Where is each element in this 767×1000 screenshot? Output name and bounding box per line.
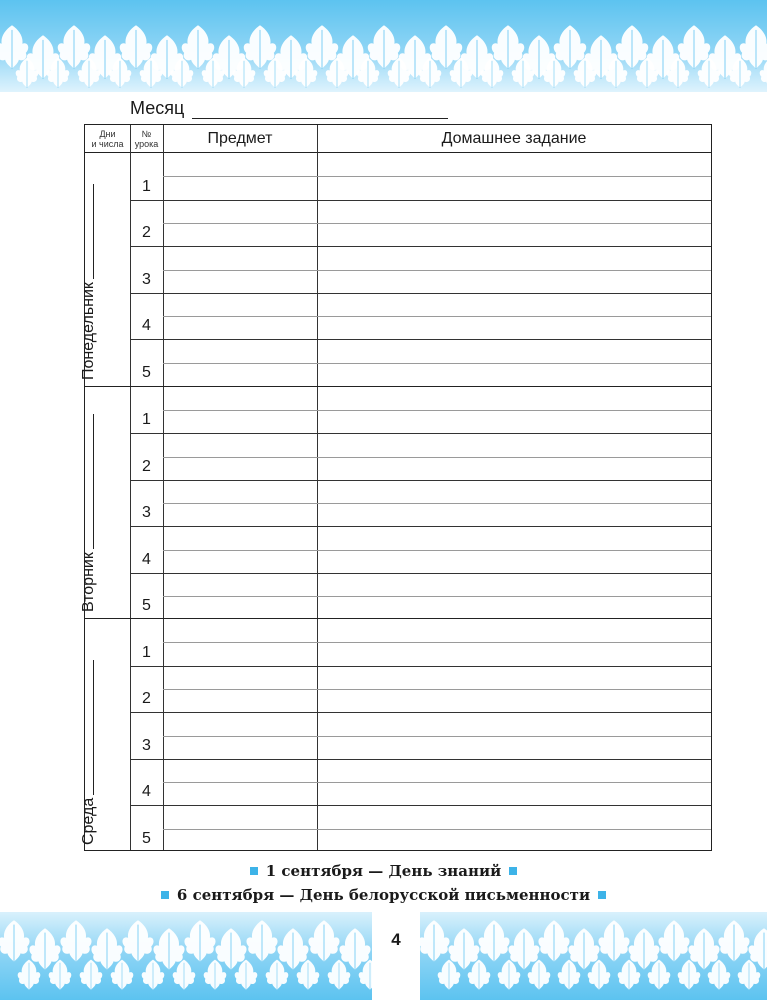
writing-line[interactable] bbox=[163, 550, 711, 551]
lesson-row bbox=[130, 619, 711, 666]
lesson-row bbox=[130, 339, 711, 386]
writing-line[interactable] bbox=[163, 457, 711, 458]
lesson-number: 1 bbox=[142, 177, 151, 195]
writing-line[interactable] bbox=[163, 316, 711, 317]
writing-line[interactable] bbox=[163, 736, 711, 737]
lesson-number: 1 bbox=[142, 643, 151, 661]
header-days-line2: и числа bbox=[91, 139, 124, 149]
bottom-left-leaf-border bbox=[0, 912, 372, 1000]
lesson-number: 3 bbox=[142, 736, 151, 754]
square-bullet-icon bbox=[161, 891, 169, 899]
day-label bbox=[80, 153, 130, 386]
leaf-pattern-icon bbox=[0, 0, 767, 92]
leaf-pattern-icon bbox=[420, 912, 767, 1000]
date-input-line[interactable] bbox=[84, 414, 94, 549]
day-label bbox=[80, 387, 130, 619]
day-block bbox=[80, 386, 711, 619]
lesson-number: 5 bbox=[142, 829, 151, 847]
lesson-row bbox=[130, 293, 711, 340]
writing-line[interactable] bbox=[163, 270, 711, 271]
lesson-row bbox=[130, 805, 711, 852]
lesson-number: 5 bbox=[142, 597, 151, 614]
writing-line[interactable] bbox=[163, 689, 711, 690]
lesson-number: 2 bbox=[142, 457, 151, 475]
lesson-number: 1 bbox=[142, 411, 151, 428]
writing-line[interactable] bbox=[163, 829, 711, 830]
writing-line[interactable] bbox=[163, 596, 711, 597]
day-name: Понедельник bbox=[80, 281, 97, 380]
lesson-row bbox=[130, 480, 711, 527]
day-name: Вторник bbox=[80, 552, 97, 612]
writing-line[interactable] bbox=[163, 223, 711, 224]
day-name: Среда bbox=[80, 797, 97, 845]
writing-line[interactable] bbox=[163, 363, 711, 364]
month-field bbox=[130, 98, 448, 119]
lesson-row bbox=[130, 387, 711, 434]
date-input-line[interactable] bbox=[84, 184, 94, 279]
day-label bbox=[80, 619, 130, 851]
page-number: 4 bbox=[391, 930, 401, 949]
lesson-row bbox=[130, 759, 711, 806]
writing-line[interactable] bbox=[163, 503, 711, 504]
holiday-text: 6 сентября — День белорусской письменности bbox=[176, 886, 591, 904]
lesson-row bbox=[130, 433, 711, 480]
lesson-number: 4 bbox=[142, 783, 151, 800]
header-lesson-number bbox=[130, 125, 163, 153]
writing-line[interactable] bbox=[163, 176, 711, 177]
lesson-number: 3 bbox=[142, 504, 151, 521]
header-homework: Домашнее задание bbox=[441, 130, 587, 147]
lesson-row bbox=[130, 200, 711, 247]
month-label: Месяц bbox=[130, 98, 185, 118]
lesson-row bbox=[130, 246, 711, 293]
writing-line[interactable] bbox=[163, 782, 711, 783]
lesson-row bbox=[130, 526, 711, 573]
writing-line[interactable] bbox=[163, 642, 711, 643]
holiday-text: 1 сентября — День знаний bbox=[265, 862, 502, 880]
header-days-line1: Дни bbox=[99, 129, 116, 139]
lesson-number: 2 bbox=[142, 224, 151, 241]
lesson-number: 3 bbox=[142, 270, 151, 288]
diary-table bbox=[80, 124, 712, 851]
day-block bbox=[80, 153, 711, 386]
header-subject: Предмет bbox=[207, 130, 273, 147]
month-input-line[interactable] bbox=[192, 103, 448, 119]
date-input-line[interactable] bbox=[84, 659, 94, 794]
square-bullet-icon bbox=[250, 867, 258, 875]
top-leaf-border bbox=[0, 0, 767, 92]
square-bullet-icon bbox=[598, 891, 606, 899]
holiday-line bbox=[0, 862, 767, 880]
header-num-line2: урока bbox=[134, 139, 159, 149]
lesson-number: 4 bbox=[142, 550, 151, 568]
header-num-line1: № bbox=[141, 129, 152, 139]
lesson-number: 2 bbox=[142, 690, 151, 707]
day-block bbox=[80, 618, 711, 851]
lesson-row bbox=[130, 712, 711, 759]
lesson-row bbox=[130, 573, 711, 620]
lesson-row bbox=[130, 666, 711, 713]
leaf-pattern-icon bbox=[0, 912, 372, 1000]
lesson-number: 4 bbox=[142, 317, 151, 334]
square-bullet-icon bbox=[509, 867, 517, 875]
writing-line[interactable] bbox=[163, 410, 711, 411]
bottom-right-leaf-border bbox=[420, 912, 767, 1000]
holiday-line bbox=[0, 886, 767, 904]
table-header bbox=[85, 125, 711, 153]
lesson-number: 5 bbox=[142, 363, 151, 381]
lesson-row bbox=[130, 153, 711, 200]
